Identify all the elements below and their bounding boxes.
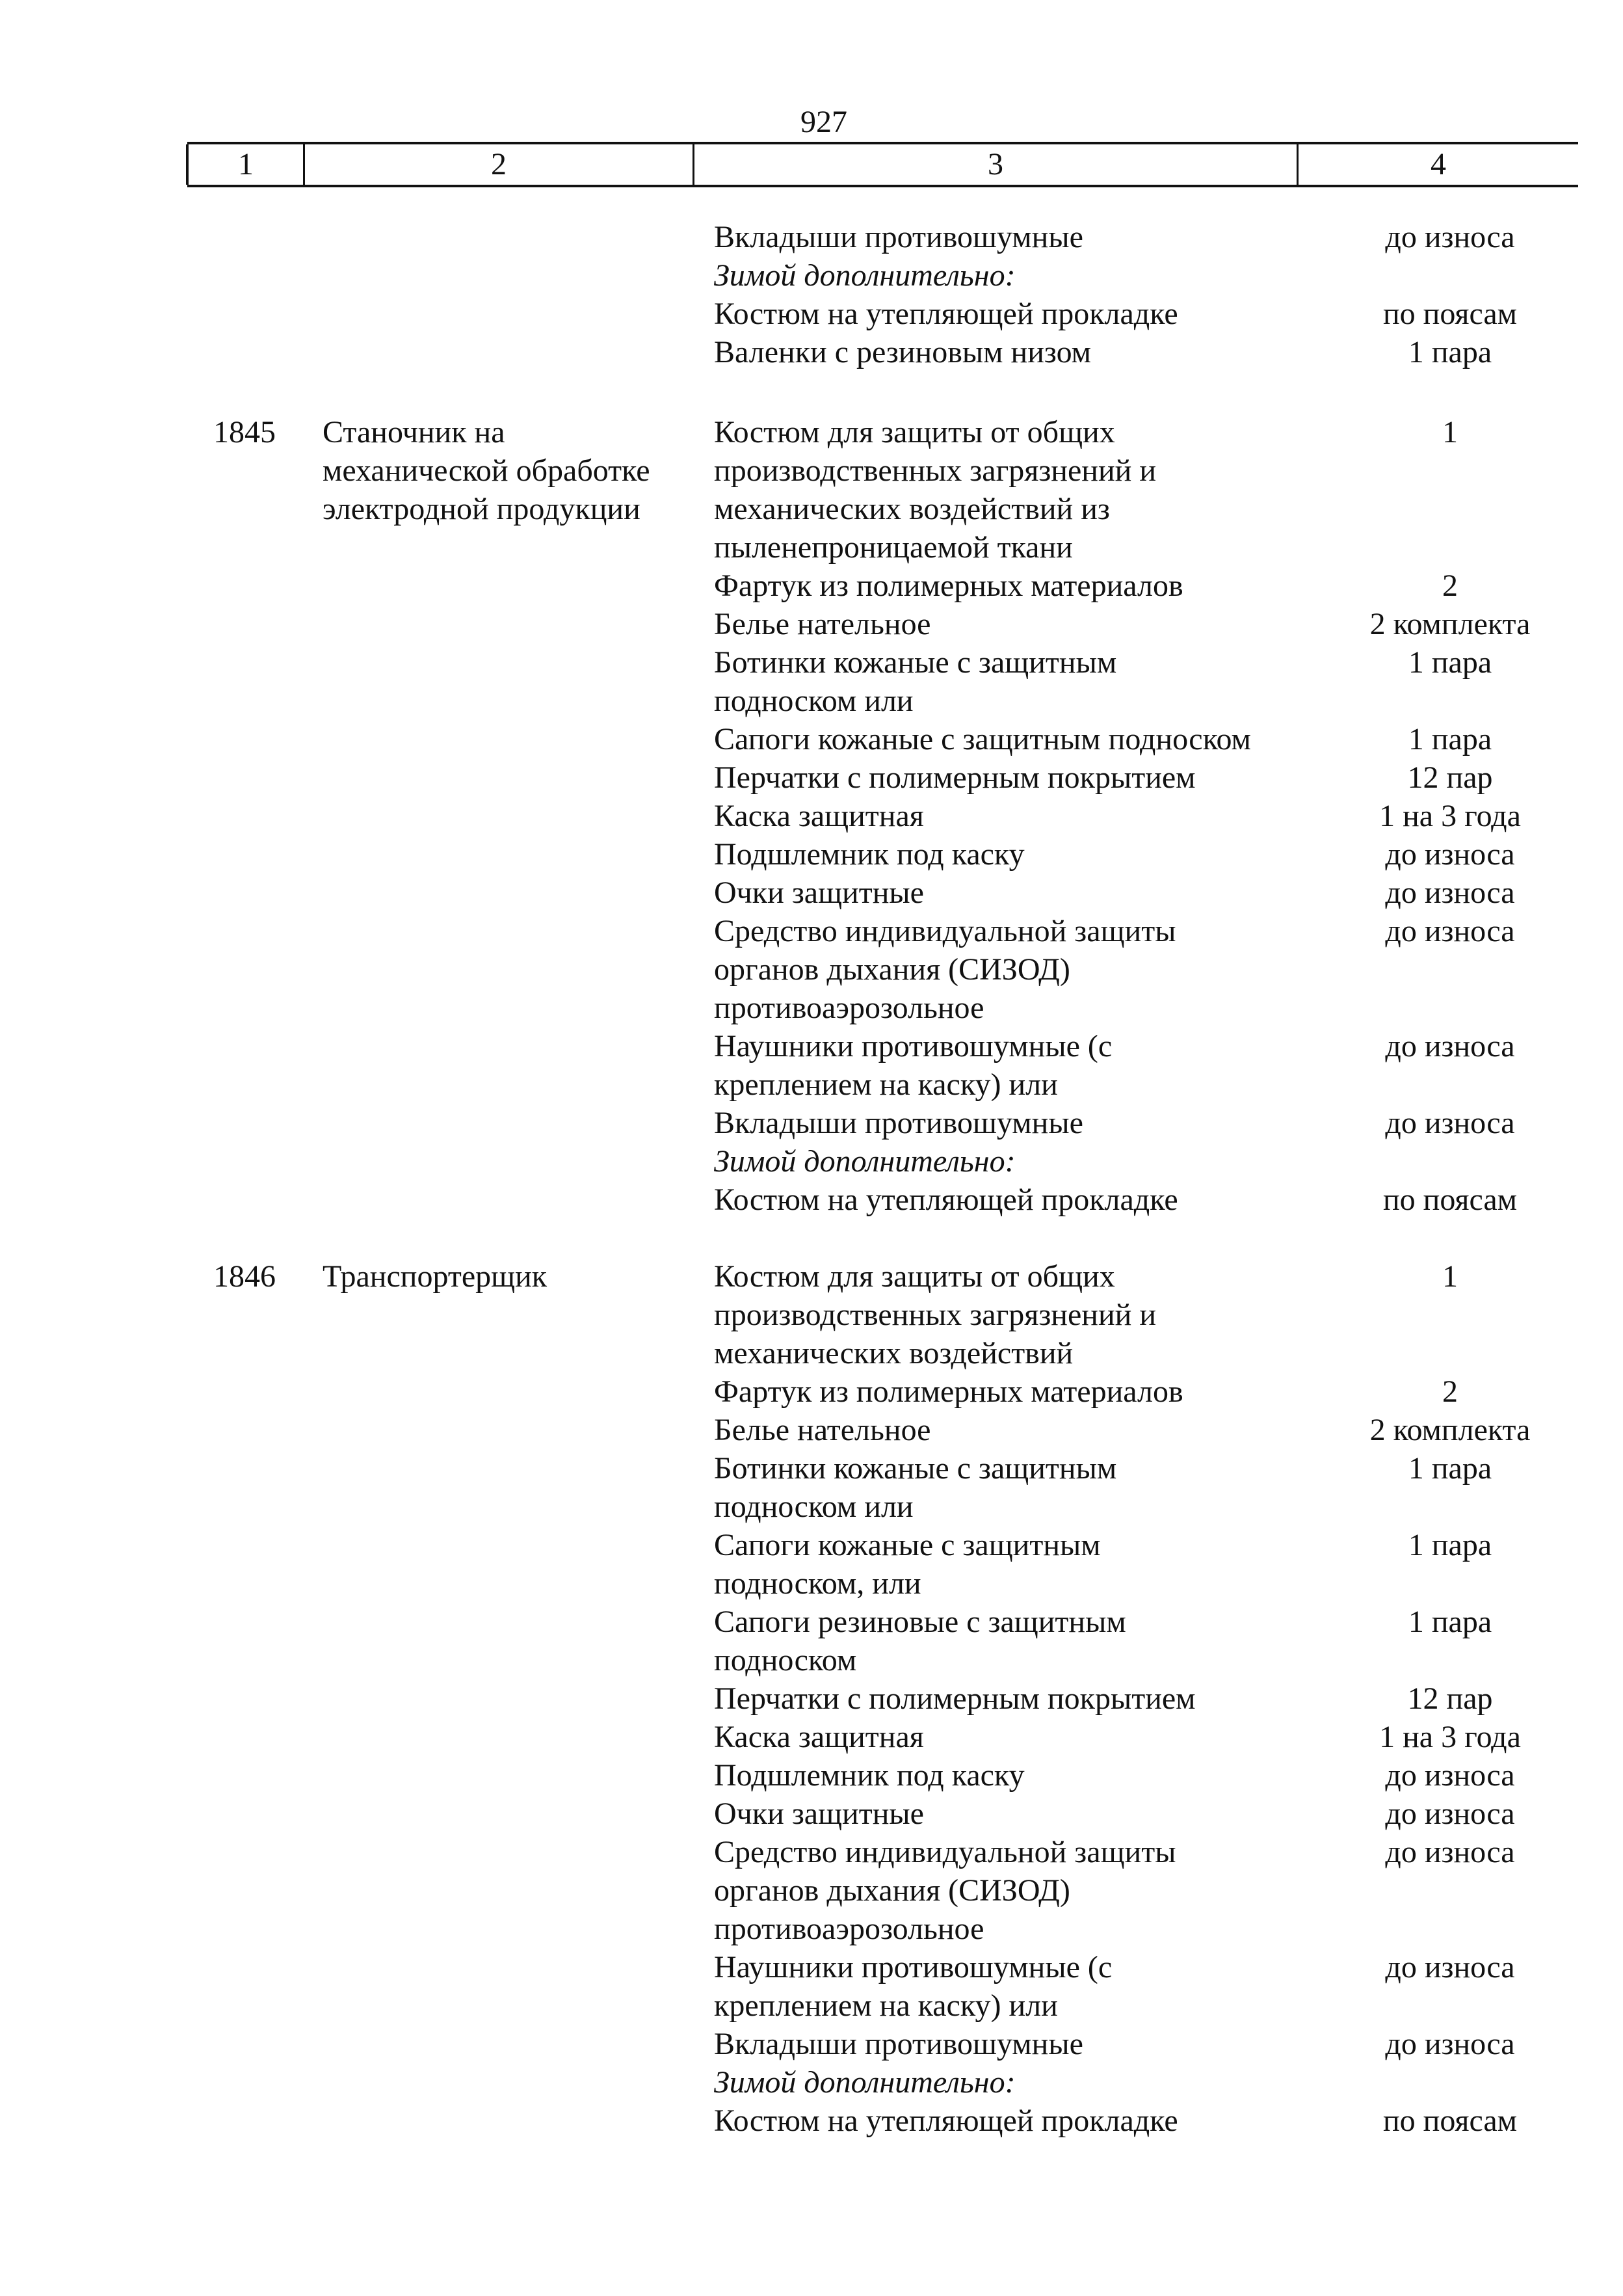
header-col-1: 1 (186, 144, 305, 185)
item-quantity: по поясам (1382, 1182, 1518, 1217)
header-col-3: 3 (694, 144, 1299, 185)
item-quantity: до износа (1385, 875, 1515, 910)
item-quantity: до износа (1385, 837, 1515, 872)
item-quantity: до износа (1385, 1106, 1515, 1140)
item-quantity: 1 (1442, 1259, 1458, 1294)
item-name: противоаэрозольное (714, 1912, 984, 1946)
item-name: органов дыхания (СИЗОД) (714, 952, 1070, 987)
item-quantity: по поясам (1382, 2103, 1518, 2138)
item-quantity: 1 пара (1408, 1451, 1492, 1486)
entry-number: 1846 (213, 1259, 276, 1294)
item-name: пыленепроницаемой ткани (714, 530, 1073, 565)
item-name: Фартук из полимерных материалов (714, 568, 1183, 603)
item-quantity: до износа (1385, 2027, 1515, 2061)
header-col-4: 4 (1431, 147, 1446, 181)
item-name: Наушники противошумные (с (714, 1029, 1113, 1063)
item-name: Каска защитная (714, 1720, 924, 1754)
item-name: производственных загрязнений и (714, 1298, 1157, 1332)
table-header (187, 142, 1578, 187)
entry-title: механической обработке (323, 453, 650, 488)
item-name: Зимой дополнительно: (714, 258, 1016, 293)
item-name: Ботинки кожаные с защитным (714, 1451, 1117, 1486)
item-name: Фартук из полимерных материалов (714, 1374, 1183, 1409)
item-name: Зимой дополнительно: (714, 1144, 1016, 1179)
item-name: подноском или (714, 1489, 914, 1524)
item-quantity: 12 пар (1407, 1681, 1493, 1716)
entry-title: электродной продукции (323, 492, 640, 526)
item-quantity: 1 на 3 года (1379, 799, 1521, 833)
item-name: Сапоги резиновые с защитным (714, 1605, 1126, 1639)
item-quantity: до износа (1385, 1835, 1515, 1869)
item-name: Очки защитные (714, 1796, 924, 1831)
item-name: креплением на каску) или (714, 1988, 1058, 2023)
item-name: креплением на каску) или (714, 1067, 1058, 1102)
item-name: подноском, или (714, 1566, 921, 1601)
item-quantity: 2 комплекта (1369, 607, 1531, 641)
item-quantity: до износа (1385, 220, 1515, 254)
item-quantity: 1 на 3 года (1379, 1720, 1521, 1754)
item-name: Костюм для защиты от общих (714, 1259, 1115, 1294)
item-name: Подшлемник под каску (714, 1758, 1025, 1793)
item-name: Очки защитные (714, 875, 924, 910)
item-name: Белье нательное (714, 607, 931, 641)
item-quantity: 1 пара (1408, 1528, 1492, 1562)
entry-title: Транспортерщик (323, 1259, 548, 1294)
item-name: производственных загрязнений и (714, 453, 1157, 488)
item-name: Перчатки с полимерным покрытием (714, 760, 1196, 795)
header-col-2: 2 (305, 144, 694, 185)
page-number: 927 (800, 105, 847, 139)
item-name: Средство индивидуальной защиты (714, 914, 1176, 948)
item-name: Сапоги кожаные с защитным подноском (714, 722, 1251, 756)
item-name: подноском (714, 1643, 857, 1677)
item-name: Вкладыши противошумные (714, 1106, 1083, 1140)
item-name: Валенки с резиновым низом (714, 335, 1092, 369)
item-name: органов дыхания (СИЗОД) (714, 1873, 1070, 1908)
item-name: Костюм на утепляющей прокладке (714, 1182, 1178, 1217)
item-quantity: 12 пар (1407, 760, 1493, 795)
item-name: Средство индивидуальной защиты (714, 1835, 1176, 1869)
item-name: Костюм на утепляющей прокладке (714, 297, 1178, 331)
item-name: Перчатки с полимерным покрытием (714, 1681, 1196, 1716)
item-quantity: 1 пара (1408, 335, 1492, 369)
item-name: Белье нательное (714, 1413, 931, 1447)
item-name: Костюм на утепляющей прокладке (714, 2103, 1178, 2138)
item-name: противоаэрозольное (714, 991, 984, 1025)
item-name: Зимой дополнительно: (714, 2065, 1016, 2100)
item-name: Ботинки кожаные с защитным (714, 645, 1117, 680)
item-quantity: 1 (1442, 415, 1458, 449)
item-quantity: до износа (1385, 1796, 1515, 1831)
entry-number: 1845 (213, 415, 276, 449)
item-quantity: 1 пара (1408, 1605, 1492, 1639)
item-quantity: 1 пара (1408, 645, 1492, 680)
item-name: Вкладыши противошумные (714, 220, 1083, 254)
item-name: Костюм для защиты от общих (714, 415, 1115, 449)
item-name: Вкладыши противошумные (714, 2027, 1083, 2061)
item-name: Наушники противошумные (с (714, 1950, 1113, 1984)
item-name: Сапоги кожаные с защитным (714, 1528, 1101, 1562)
item-quantity: 1 пара (1408, 722, 1492, 756)
item-name: подноском или (714, 684, 914, 718)
item-name: Каска защитная (714, 799, 924, 833)
item-name: механических воздействий (714, 1336, 1074, 1370)
item-quantity: до износа (1385, 1758, 1515, 1793)
item-quantity: до износа (1385, 914, 1515, 948)
item-quantity: по поясам (1382, 297, 1518, 331)
item-quantity: 2 (1442, 1374, 1458, 1409)
item-name: механических воздействий из (714, 492, 1110, 526)
entry-title: Станочник на (323, 415, 505, 449)
item-quantity: 2 комплекта (1369, 1413, 1531, 1447)
item-quantity: до износа (1385, 1029, 1515, 1063)
item-quantity: до износа (1385, 1950, 1515, 1984)
item-name: Подшлемник под каску (714, 837, 1025, 872)
item-quantity: 2 (1442, 568, 1458, 603)
